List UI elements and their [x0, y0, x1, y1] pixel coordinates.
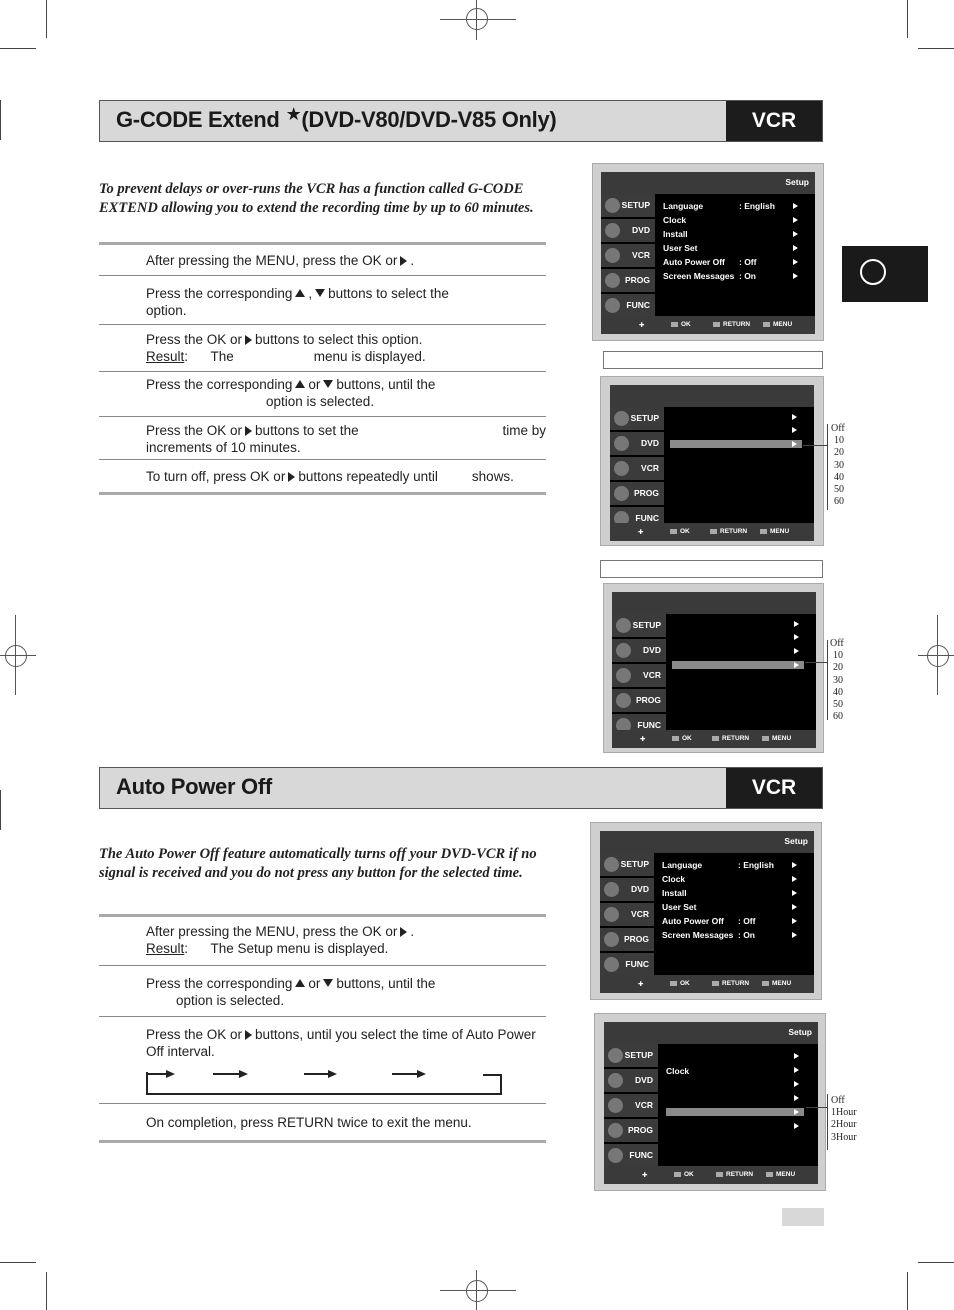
divider — [99, 371, 546, 372]
right-arrow-icon — [245, 335, 252, 345]
step-1: After pressing the MENU, press the OK or . Result: The Setup menu is displayed. — [146, 924, 415, 956]
divider — [99, 275, 546, 276]
right-arrow-icon — [400, 927, 407, 937]
registration-mark — [918, 655, 954, 656]
down-arrow-icon — [323, 979, 333, 987]
right-arrow-icon — [288, 472, 295, 482]
chapter-tab — [842, 246, 928, 302]
step-4: On completion, press RETURN twice to exit the menu. — [146, 1115, 472, 1130]
gcode-options-2: Off 10 20 30 40 50 60 — [830, 638, 844, 723]
crop-mark — [907, 0, 908, 38]
osd-menu-language: Language : English — [663, 201, 775, 211]
divider — [99, 492, 546, 495]
page-number-box — [782, 1208, 824, 1226]
step-2: Press the corresponding or buttons, until the option is selected. — [146, 976, 436, 1008]
registration-mark — [5, 645, 27, 667]
osd-side-vcr: VCR — [601, 244, 655, 267]
up-arrow-icon — [295, 380, 305, 388]
chapter-tab-circle — [860, 259, 886, 285]
osd-caption-box — [600, 560, 823, 578]
option-bracket — [827, 424, 828, 510]
divider — [99, 1103, 546, 1104]
registration-mark — [0, 655, 36, 656]
registration-mark — [440, 1290, 516, 1291]
osd-menu-userset: User Set — [663, 243, 698, 253]
step-3: Press the OK or buttons, until you select the time of Auto Power Off interval. — [146, 1027, 536, 1059]
down-arrow-icon — [323, 380, 333, 388]
registration-mark — [937, 615, 938, 695]
osd-side-prog: PROG — [601, 269, 655, 292]
crop-mark — [46, 1272, 47, 1310]
right-arrow-icon — [245, 1030, 252, 1040]
step-5: Press the OK or buttons to set the time by increments of 10 minutes. — [146, 423, 546, 455]
crop-mark — [0, 1262, 36, 1263]
divider — [99, 416, 546, 417]
section-banner-autopoweroff — [99, 767, 823, 809]
title-suffix: (DVD-V80/DVD-V85 Only) — [301, 107, 557, 132]
osd-highlight — [670, 440, 802, 448]
osd-caption-box — [603, 351, 823, 369]
crop-mark — [46, 0, 47, 38]
osd-menu-install: Install — [663, 229, 688, 239]
up-arrow-icon — [295, 979, 305, 987]
step-4: Press the corresponding or buttons, until the option is selected. — [146, 377, 436, 409]
osd-menu-clock: Clock — [663, 215, 687, 225]
osd-menu-screenmessages: Screen Messages : On — [663, 271, 756, 281]
registration-mark — [476, 1270, 477, 1310]
title-main: G-CODE Extend — [116, 107, 280, 132]
intro-text: The Auto Power Off feature automatically turns off your DVD-VCR if no signal is received and you do not press any button for the selected time. — [99, 846, 537, 881]
osd-footer: ✚ OK RETURN MENU — [601, 316, 815, 334]
section-banner-gcode — [99, 100, 823, 142]
osd-highlight — [672, 661, 804, 669]
osd-menu-autopoweroff: Auto Power Off : Off — [663, 257, 757, 267]
osd-screenshot-autopoweroff: Setup SETUP DVD VCR PROG FUNC Clock ✚ OK RETURN MENU — [594, 1013, 826, 1191]
option-bracket-tick — [806, 1107, 827, 1108]
osd-screenshot-setup — [592, 163, 824, 341]
crop-mark — [0, 48, 36, 49]
divider — [99, 1016, 546, 1017]
option-bracket — [827, 1094, 828, 1150]
osd-side-dvd: DVD — [601, 219, 655, 242]
step-6: To turn off, press OK or buttons repeatedly until shows. — [146, 469, 514, 484]
option-bracket-tick — [805, 662, 827, 663]
osd-side-setup: SETUP — [601, 194, 655, 217]
right-arrow-icon — [400, 256, 407, 266]
crop-mark — [918, 1262, 954, 1263]
divider — [99, 965, 546, 966]
autopoweroff-options: Off 1Hour 2Hour 3Hour — [831, 1095, 857, 1143]
osd-header: Setup — [785, 177, 809, 187]
right-arrow-icon — [245, 426, 252, 436]
divider — [99, 242, 546, 245]
step-1: After pressing the MENU, press the OK or . — [146, 253, 415, 268]
gcode-options-1: Off 10 20 30 40 50 60 — [831, 423, 845, 508]
divider — [99, 324, 546, 325]
osd-menu-clock: Clock — [666, 1066, 690, 1076]
crop-mark — [918, 48, 954, 49]
star-icon: ★ — [285, 104, 302, 124]
section-title — [116, 104, 557, 133]
osd-side-func: FUNC — [601, 294, 655, 317]
registration-mark — [476, 0, 477, 40]
osd-screenshot-gcode-2: SETUP DVD VCR PROG FUNC ✚ OK RETURN MENU — [603, 583, 824, 753]
up-arrow-icon — [295, 289, 305, 297]
crop-mark — [0, 790, 1, 830]
osd-screenshot-gcode-1: SETUP DVD VCR PROG FUNC ✚ OK RETURN MENU — [600, 376, 824, 546]
step-3: Press the OK or buttons to select this option. Result: The menu is displayed. — [146, 332, 426, 364]
osd-sidebar — [601, 194, 655, 319]
vcr-tag: VCR — [726, 768, 822, 808]
crop-mark — [0, 100, 1, 140]
divider — [99, 1140, 546, 1143]
osd-screenshot-setup-2: Setup SETUP DVD VCR PROG FUNC Language : English Clock Install User Set Auto Power Off : Off Screen Messages : On ✚ OK RETURN MENU — [590, 822, 822, 1000]
registration-mark — [440, 19, 516, 20]
crop-mark — [907, 1272, 908, 1310]
registration-mark — [466, 1280, 488, 1302]
registration-mark — [15, 615, 16, 695]
divider — [99, 914, 546, 917]
down-arrow-icon — [315, 289, 325, 297]
step-2: Press the corresponding , buttons to select the option. — [146, 286, 449, 318]
intro-text: To prevent delays or over-runs the VCR has a function called G-CODE EXTEND allowing you to extend the recording time by up to 60 minutes. — [99, 181, 534, 216]
vcr-tag: VCR — [726, 101, 822, 141]
option-bracket — [827, 640, 828, 720]
option-bracket-tick — [803, 445, 827, 446]
section-title: Auto Power Off — [116, 774, 272, 799]
divider — [99, 459, 546, 460]
registration-mark — [927, 645, 949, 667]
